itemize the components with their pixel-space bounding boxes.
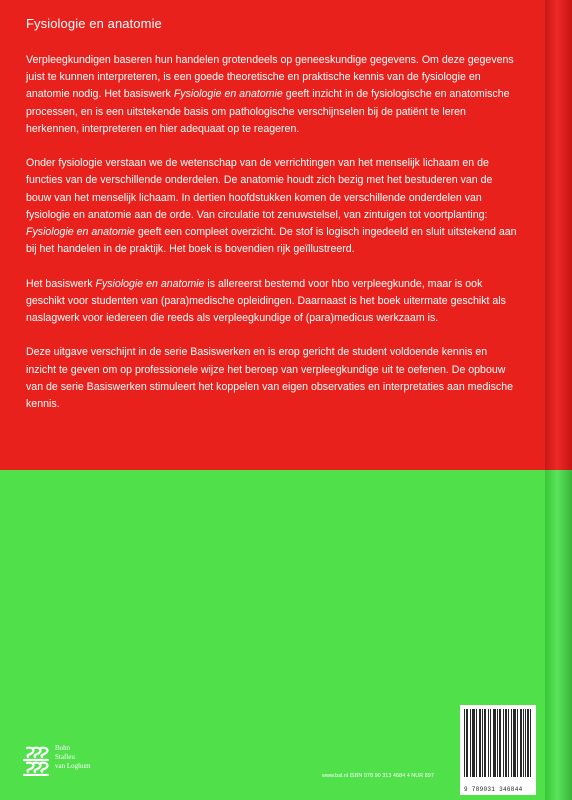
barcode-bar	[500, 709, 501, 777]
barcode-bar	[517, 709, 518, 777]
barcode-bar	[494, 709, 495, 777]
barcode-bar	[479, 709, 480, 777]
barcode-digits: 9 789031 346844	[464, 786, 523, 793]
barcode-bar	[470, 709, 471, 777]
barcode-bar	[472, 709, 473, 777]
barcode-bar	[482, 709, 483, 777]
barcode-bar	[476, 709, 477, 777]
barcode-bars	[464, 709, 532, 777]
blurb-text	[26, 52, 518, 430]
page-title: Fysiologie en anatomie	[26, 16, 162, 31]
isbn-barcode	[460, 705, 536, 795]
barcode-bar	[485, 709, 486, 777]
barcode-bar	[523, 709, 524, 777]
publisher-name: Bohn Stafleu van Loghum	[55, 744, 91, 770]
barcode-bar	[499, 709, 500, 777]
blurb-paragraph-2: Onder fysiologie verstaan we de wetenschap van de verrichtingen van het menselijk lichaam en de functies van de verschillende onderdelen. De anatomie houdt zich bezig met het bestuderen van de bouw van het menselijk lichaam. In dertien hoofdstukken komen de verschillende onderdelen van fysiologie en anatomie aan de orde. Van circulatie tot zenuwstelsel, van zintuigen tot voortplanting: Fysiologie en anatomie geeft een compleet overzicht. De stof is logisch ingedeeld en sluit uitstekend aan bij het handelen in de praktijk. Het boek is bovendien rijk geïllustreerd.	[26, 157, 517, 256]
bsl-logo-icon	[22, 744, 50, 776]
barcode-bar	[528, 709, 529, 777]
barcode-bar	[515, 709, 516, 777]
barcode-bar	[480, 709, 481, 777]
barcode-bar	[527, 709, 528, 777]
barcode-bar	[488, 709, 489, 777]
barcode-bar	[525, 709, 526, 777]
blurb-paragraph-4: Deze uitgave verschijnt in de serie Basiswerken en is erop gericht de student voldoende kennis en inzicht te geven om op professionele wijze het beroep van verpleegkundige uit te oefenen. De opbouw van de serie Basiswerken stimuleert het koppelen van eigen observaties en interpretaties aan medische kennis.	[26, 346, 514, 411]
barcode-bar	[520, 709, 521, 777]
publisher-mark	[22, 744, 91, 776]
barcode-bar	[490, 709, 491, 777]
barcode-bar	[514, 709, 515, 777]
barcode-bar	[473, 709, 474, 777]
barcode-bar	[505, 709, 506, 777]
spine-edge-red	[545, 0, 572, 470]
barcode-bar	[495, 709, 496, 777]
barcode-bar	[474, 709, 475, 777]
barcode-bar	[508, 709, 509, 777]
blurb-paragraph-1: Verpleegkundigen baseren hun handelen grotendeels op geneeskundige gegevens. Om deze gegevens juist te kunnen interpreteren, is een goede theoretische en praktische kennis van de fysiologie en anatomie nodig. Het basiswerk Fysiologie en anatomie geeft inzicht in de fysiologische en anatomische processen, en is een uitstekende basis om pathologische verschijnselen bij de patiënt te leren herkennen, interpreteren en hier adequaat op te reageren.	[26, 54, 514, 135]
barcode-bar	[513, 709, 514, 777]
barcode-bar	[521, 709, 522, 777]
isbn-info: www.bsl.nl ISBN 978 90 313 4684 4 NUR 897	[322, 773, 434, 779]
barcode-bar	[506, 709, 507, 777]
barcode-bar	[467, 709, 468, 777]
barcode-bar	[464, 709, 465, 777]
barcode-bar	[466, 709, 467, 777]
barcode-bar	[484, 709, 485, 777]
barcode-bar	[503, 709, 504, 777]
blurb-paragraph-3: Het basiswerk Fysiologie en anatomie is allereerst bestemd voor hbo verpleegkunde, maar is ook geschikt voor studenten van (para)medische opleidingen. Daarnaast is het boek uitermate geschikt als naslagwerk voor iedereen die reeds als verpleegkundige of (para)medicus werkzaam is.	[26, 277, 506, 325]
barcode-bar	[497, 709, 498, 777]
barcode-bar	[493, 709, 494, 777]
barcode-bar	[530, 709, 531, 777]
barcode-bar	[511, 709, 512, 777]
